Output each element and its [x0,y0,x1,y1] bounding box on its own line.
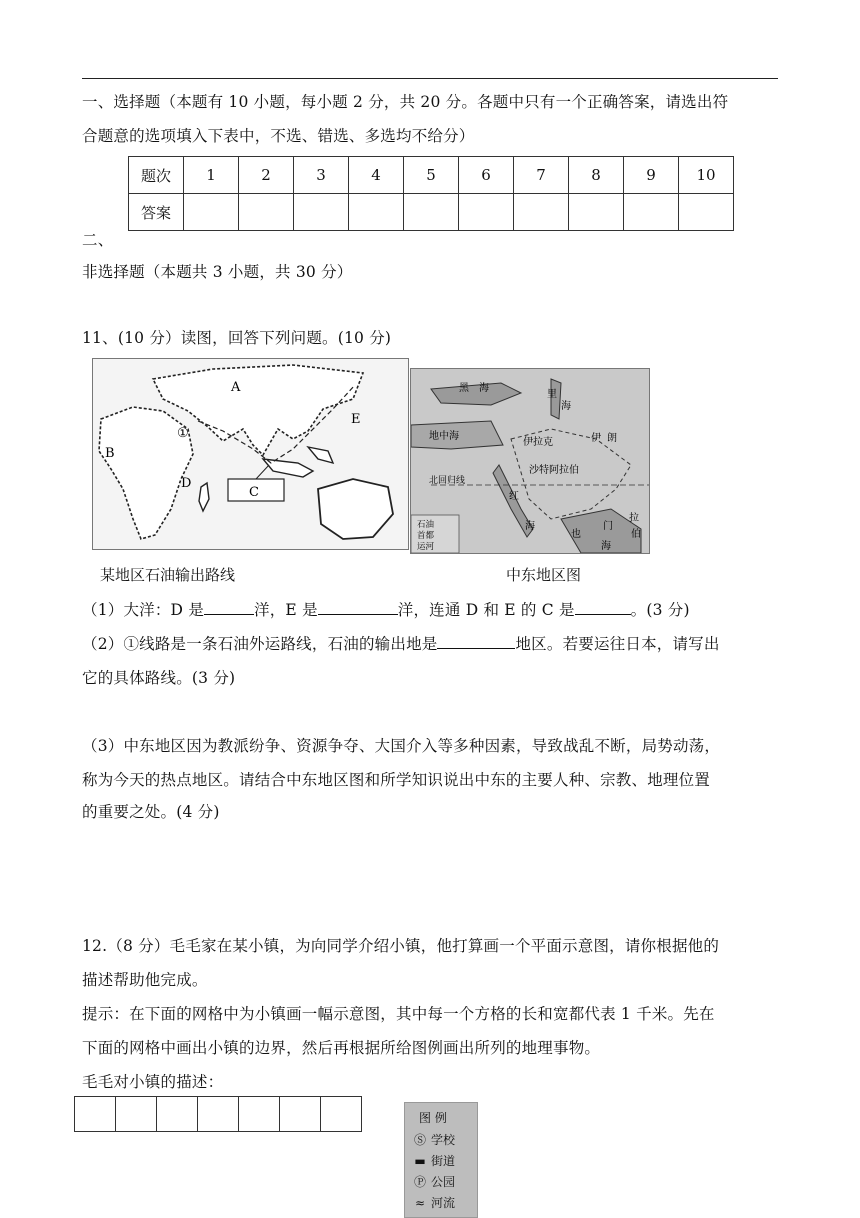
section1-instruction-line2: 合题意的选项填入下表中，不选、错选、多选均不给分） [82,127,475,145]
map1-label-b: B [105,446,115,461]
answer-cell[interactable] [404,194,459,231]
map1-caption: 某地区石油输出路线 [100,566,236,584]
question-number-cell: 9 [624,157,679,194]
section1-instruction-line1: 一、选择题（本题有 10 小题，每小题 2 分，共 20 分。各题中只有一个正确答案，请选出符 [82,93,729,111]
q11-part1 [82,598,690,620]
map2-label: 伊拉克 [523,437,553,448]
grid-cell[interactable] [116,1097,157,1132]
map1-label-d: D [181,476,192,491]
map2-label: 海 [525,521,535,532]
answer-blank-region[interactable] [437,634,515,649]
q11-part1-text-b: 洋，E 是 [254,601,318,619]
answer-table [128,156,734,231]
answer-table-row-label: 答案 [129,194,184,231]
q11-part3-line1: （3）中东地区因为教派纷争、资源争夺、大国介入等多种因素，导致战乱不断，局势动荡， [82,737,721,755]
legend-item-park [413,1173,455,1190]
map2-label: 红 [509,491,519,502]
answer-table-answer-row [129,194,734,231]
answer-cell[interactable] [459,194,514,231]
question-number-cell: 7 [514,157,569,194]
answer-table-header-row [129,157,734,194]
question-number-cell: 1 [184,157,239,194]
legend-item-label: 街道 [431,1154,456,1168]
answer-cell[interactable] [569,194,624,231]
map2-label: 也 [571,529,581,540]
answer-blank-e[interactable] [318,600,398,615]
middle-east-map [410,368,650,554]
q11-part2-text-a: （2）①线路是一条石油外运路线，石油的输出地是 [82,635,438,653]
legend-item-street [413,1152,455,1169]
map2-label: 海 [479,383,489,394]
map2-label: 北回归线 [429,476,466,486]
map2-label: 沙特阿拉伯 [529,465,579,476]
map2-label: 伊 [591,433,601,444]
answer-cell[interactable] [679,194,734,231]
map2-label: 伯 [631,529,641,540]
question-number-cell: 2 [239,157,294,194]
q12-hint-line2: 下面的网格中画出小镇的边界，然后再根据所给图例画出所列的地理事物。 [82,1039,601,1057]
q11-part3-line3: 的重要之处。(4 分) [82,803,220,821]
legend-item-school [413,1131,455,1148]
map2-label: 地中海 [429,431,459,442]
legend-item-label: 公园 [431,1175,456,1189]
question-number-cell: 8 [569,157,624,194]
map1-label-c: C [249,485,259,500]
q11-stem: 11、(10 分）读图，回答下列问题。(10 分) [82,329,392,347]
answer-cell[interactable] [239,194,294,231]
question-number-cell: 10 [679,157,734,194]
answer-blank-d[interactable] [204,600,254,615]
q11-part1-text-d: 。(3 分) [630,601,690,619]
map1-label-a: A [231,380,241,395]
answer-cell[interactable] [624,194,679,231]
river-icon: ≈ [414,1196,426,1210]
q12-line1: 12.（8 分）毛毛家在某小镇，为向同学介绍小镇，他打算画一个平面示意图，请你根据他的 [82,937,720,955]
oil-route-map-drawing [93,359,408,549]
grid-cell[interactable] [75,1097,116,1132]
map2-legend-capital: 首都 [417,531,435,541]
answer-cell[interactable] [349,194,404,231]
header-rule [82,78,778,79]
section2-title: 非选择题（本题共 3 小题，共 30 分） [82,263,353,281]
legend-item-label: 河流 [431,1196,456,1210]
map2-label: 朗 [607,433,617,444]
answer-cell[interactable] [184,194,239,231]
q11-part3-line2: 称为今天的热点地区。请结合中东地区图和所学知识说出中东的主要人种、宗教、地理位置 [82,771,711,789]
legend-title: 图 例 [419,1111,447,1125]
map2-label: 拉 [629,513,639,524]
question-number-cell: 4 [349,157,404,194]
answer-table-row-label: 题次 [129,157,184,194]
answer-cell[interactable] [294,194,349,231]
section2-label: 二、 [82,231,114,249]
answer-cell[interactable] [514,194,569,231]
drawing-grid [74,1096,362,1132]
map2-legend-oil: 石油 [417,520,435,530]
map-legend [404,1102,478,1218]
grid-cell[interactable] [239,1097,280,1132]
q12-description-label: 毛毛对小镇的描述： [82,1073,224,1091]
grid-cell[interactable] [198,1097,239,1132]
q11-part2 [82,632,720,654]
middle-east-map-drawing [411,369,649,553]
map2-label: 里 [547,389,557,400]
grid-cell[interactable] [321,1097,362,1132]
map2-label: 海 [601,541,611,552]
q11-part1-text-c: 洋，连通 D 和 E 的 C 是 [397,601,575,619]
legend-item-river [413,1194,455,1211]
answer-blank-c[interactable] [575,600,631,615]
oil-route-map [92,358,409,550]
map2-legend-canal: 运河 [417,542,435,552]
q11-part2-text-b: 地区。若要运往日本，请写出 [515,635,720,653]
question-number-cell: 5 [404,157,459,194]
legend-item-label: 学校 [431,1133,456,1147]
map1-label-route1: ① [177,426,189,441]
park-icon: Ⓟ [413,1175,426,1189]
question-number-cell: 3 [294,157,349,194]
map2-caption: 中东地区图 [506,566,582,584]
map2-label: 门 [603,521,613,532]
grid-cell[interactable] [157,1097,198,1132]
street-icon: ▬ [414,1154,426,1168]
map2-label: 黑 [459,383,469,394]
q12-hint-line1: 提示：在下面的网格中为小镇画一幅示意图，其中每一个方格的长和宽都代表 1 千米。先在 [82,1005,715,1023]
question-number-cell: 6 [459,157,514,194]
q12-line2: 描述帮助他完成。 [82,971,208,989]
grid-cell[interactable] [280,1097,321,1132]
q11-part2-line2: 它的具体路线。(3 分) [82,669,236,687]
school-icon: Ⓢ [413,1133,426,1147]
map2-label: 海 [561,401,571,412]
q11-part1-text-a: （1）大洋：D 是 [82,601,205,619]
map1-label-e: E [351,412,361,427]
